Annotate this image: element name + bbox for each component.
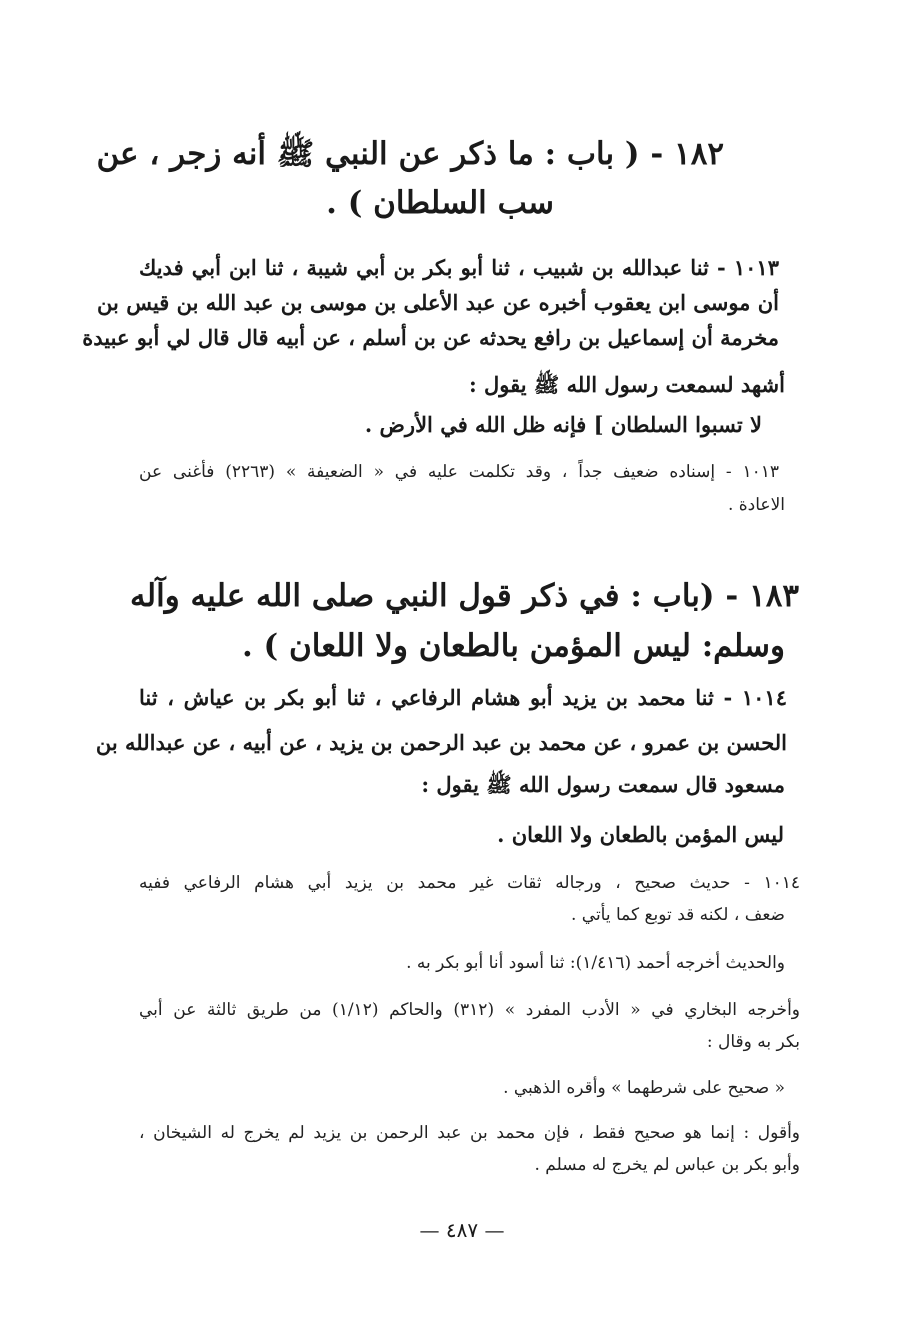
hadith-1014-line-1: ١٠١٤ - ثنا محمد بن يزيد أبو هشام الرفاعي ، ثنا أبو بكر بن عياش ، ثنا [139,685,787,710]
section-183-heading-line-1: ١٨٣ - (باب : في ذكر قول النبي صلى الله عليه وآله [130,578,799,614]
hadith-1013-line-3: مخرمة أن إسماعيل بن رافع يحدثه عن بن أسلم ، عن أبيه قال قال لي أبو عبيدة [82,325,779,350]
note-1014-line-5: بكر به وقال : [706,1032,800,1052]
note-1014-line-7: وأقول : إنما هو صحيح فقط ، فإن محمد بن عبد الرحمن بن يزيد لم يخرج له الشيخان ، [139,1123,800,1143]
note-1014-line-6: « صحيح على شرطهما » وأقره الذهبي . [503,1078,785,1098]
page-number: — ٤٨٧ — [419,1218,505,1242]
section-182-heading-line-1: ١٨٢ - ( باب : ما ذكر عن النبي ﷺ أنه زجر ، عن [96,136,724,172]
section-182-heading-line-2: سب السلطان ) . [326,185,554,221]
hadith-1014-line-2: الحسن بن عمرو ، عن محمد بن عبد الرحمن بن يزيد ، عن أبيه ، عن عبدالله بن [95,730,787,755]
note-1013-line-2: الاعادة . [727,495,785,515]
hadith-1014-text: ليس المؤمن بالطعان ولا اللعان . [497,822,784,847]
note-1014-line-8: وأبو بكر بن عباس لم يخرج له مسلم . [534,1155,800,1175]
hadith-1014-line-3: مسعود قال سمعت رسول الله ﷺ يقول : [421,772,785,797]
hadith-1013-line-4: أشهد لسمعت رسول الله ﷺ يقول : [468,372,785,397]
hadith-1013-text: لا تسبوا السلطان ] فإنه ظل الله في الأرض . [364,412,762,437]
hadith-1013-line-2: أن موسى ابن يعقوب أخبره عن عبد الأعلى بن موسى بن عبد الله بن قيس بن [97,290,779,315]
hadith-1013-line-1: ١٠١٣ - ثنا عبدالله بن شبيب ، ثنا أبو بكر بن أبي شيبة ، ثنا ابن أبي فديك [139,255,779,280]
section-183-heading-line-2: وسلم: ليس المؤمن بالطعان ولا اللعان ) . [241,628,785,664]
note-1014-line-2: ضعف ، لكنه قد توبع كما يأتي . [570,905,785,925]
note-1014-line-4: وأخرجه البخاري في « الأدب المفرد » (٣١٢) والحاكم (١/١٢) من طريق ثالثة عن أبي [139,1000,800,1020]
note-1014-line-3: والحديث أخرجه أحمد (١/٤١٦): ثنا أسود أنا أبو بكر به . [406,953,785,973]
note-1013-line-1: ١٠١٣ - إسناده ضعيف جداً ، وقد تكلمت عليه في « الضعيفة » (٢٢٦٣) فأغنى عن [139,462,780,482]
note-1014-line-1: ١٠١٤ - حديث صحيح ، ورجاله ثقات غير محمد بن يزيد أبي هشام الرفاعي ففيه [139,873,800,893]
